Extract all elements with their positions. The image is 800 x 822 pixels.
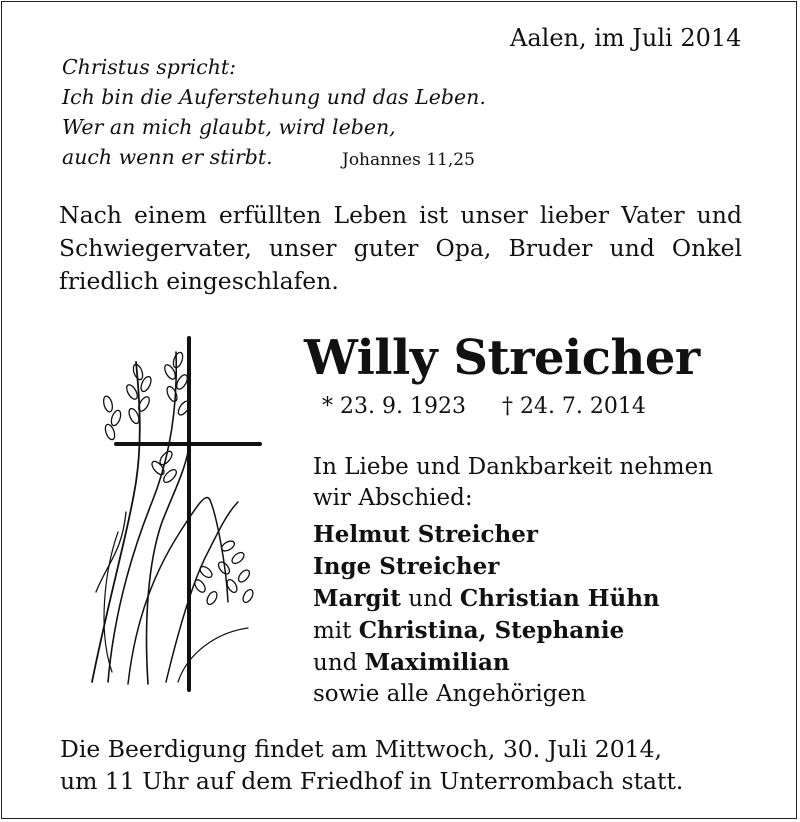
mourner-name: Christina, Stephanie (358, 617, 625, 644)
death-date: † 24. 7. 2014 (501, 394, 646, 419)
mourners-block (313, 452, 713, 710)
birth-date: * 23. 9. 1923 (322, 394, 466, 419)
life-dates (322, 394, 646, 419)
connector-text: mit (313, 618, 352, 644)
connector-text: und (408, 586, 453, 612)
mourners-closing: sowie alle Angehörigen (313, 681, 586, 707)
funeral-info (60, 733, 683, 797)
mourners-intro: wir Abschied: (313, 485, 473, 511)
mourner-name: Christian Hühn (459, 585, 660, 612)
mourner-name: Maximilian (364, 649, 510, 676)
quote-line: Christus spricht: (62, 55, 237, 79)
intro-text: Nach einem erfüllten Leben ist unser lieber Vater und Schwiegervater, unser guter Opa, Bruder und Onkel friedlich eingeschlafen. (59, 201, 742, 295)
quote-line: Wer an mich glaubt, wird leben, (62, 115, 396, 139)
place-date: Aalen, im Juli 2014 (510, 24, 742, 52)
funeral-line: Die Beerdigung findet am Mittwoch, 30. Juli 2014, (60, 735, 663, 763)
quote-reference: Johannes 11,25 (342, 150, 475, 170)
mourner-name: Margit (313, 585, 401, 612)
quote-line: Ich bin die Auferstehung und das Leben. (62, 85, 486, 109)
quote-line: auch wenn er stirbt. (62, 145, 273, 169)
mourners-intro: In Liebe und Dankbarkeit nehmen (313, 454, 714, 480)
mourner-name: Helmut Streicher (313, 521, 538, 548)
funeral-line: um 11 Uhr auf dem Friedhof in Unterrombach statt. (60, 767, 684, 795)
cross-with-grain-icon (88, 332, 268, 694)
mourner-name: Inge Streicher (313, 553, 500, 580)
deceased-name: Willy Streicher (304, 330, 700, 386)
connector-text: und (313, 650, 358, 676)
